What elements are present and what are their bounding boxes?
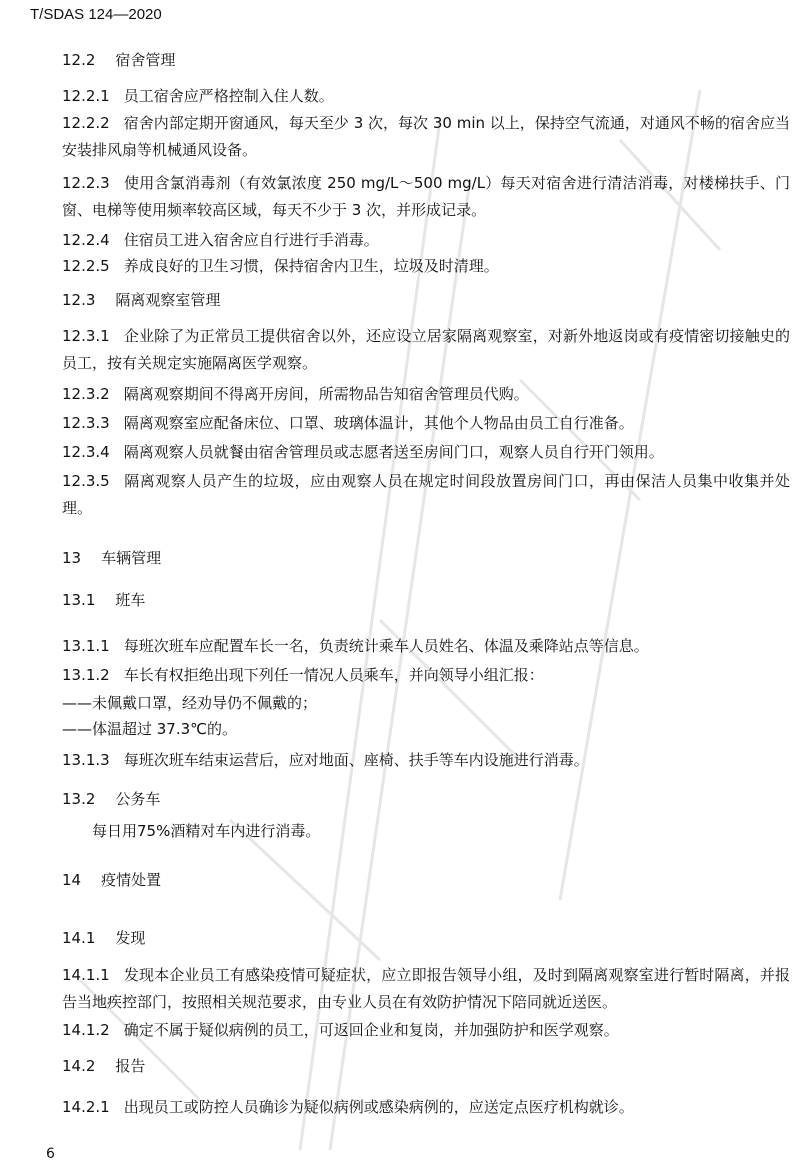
clause-paragraph: [62, 410, 790, 437]
clause-number: 12.2.1: [62, 87, 110, 105]
clause-number: 12.2.5: [62, 257, 110, 275]
clause-text: 住宿员工进入宿舍应自行进行手消毒。: [123, 231, 379, 249]
clause-paragraph: [62, 662, 790, 689]
clause-number: 13.1.2: [62, 666, 110, 684]
clause-number: 12.3.4: [62, 443, 110, 461]
clause-text: 班车: [115, 591, 146, 609]
list-item: [62, 716, 790, 743]
clause-number: 13: [62, 549, 82, 567]
section-heading: [62, 587, 790, 614]
section-heading: [62, 867, 790, 894]
list-item: [62, 690, 790, 717]
page-number: 6: [46, 1146, 55, 1162]
clause-number: 12.2.2: [62, 114, 110, 132]
clause-paragraph: [62, 381, 790, 408]
clause-text: 隔离观察室管理: [115, 291, 221, 309]
clause-text: 宿舍内部定期开窗通风，每天至少 3 次，每次 30 min 以上，保持空气流通，对通风不畅的宿舍应当安装排风扇等机械通风设备。: [62, 114, 790, 159]
clause-text: 公务车: [115, 790, 161, 808]
clause-number: 12.2: [62, 51, 96, 69]
clause-text: 每班次班车应配置车长一名，负责统计乘车人员姓名、体温及乘降站点等信息。: [123, 637, 649, 655]
section-heading: [62, 925, 790, 952]
section-heading: [62, 1053, 790, 1080]
clause-paragraph: [62, 1017, 790, 1044]
clause-paragraph: [62, 439, 790, 466]
clause-text: 使用含氯消毒剂（有效氯浓度 250 mg/L～500 mg/L）每天对宿舍进行清洁消毒，对楼梯扶手、门窗、电梯等使用频率较高区域，每天不少于 3 次，并形成记录。: [62, 174, 790, 219]
clause-text: 每班次班车结束运营后，应对地面、座椅、扶手等车内设施进行消毒。: [123, 751, 589, 769]
clause-number: 13.1.3: [62, 751, 110, 769]
clause-text: ——体温超过 37.3℃的。: [62, 720, 238, 738]
clause-number: 14.2.1: [62, 1098, 110, 1116]
paragraph: [92, 818, 790, 845]
clause-text: 确定不属于疑似病例的员工，可返回企业和复岗，并加强防护和医学观察。: [123, 1021, 619, 1039]
clause-text: 发现: [115, 929, 146, 947]
clause-paragraph: [62, 747, 790, 774]
clause-number: 13.2: [62, 790, 96, 808]
clause-number: 12.3.5: [62, 472, 110, 490]
clause-number: 14.2: [62, 1057, 96, 1075]
clause-number: 13.1: [62, 591, 96, 609]
clause-text: 出现员工或防控人员确诊为疑似病例或感染病例的，应送定点医疗机构就诊。: [123, 1098, 634, 1116]
clause-paragraph: [62, 323, 790, 377]
section-heading: [62, 786, 790, 813]
clause-paragraph: [62, 253, 790, 280]
clause-number: 14.1: [62, 929, 96, 947]
clause-number: 14.1.1: [62, 966, 110, 984]
clause-text: 发现本企业员工有感染疫情可疑症状，应立即报告领导小组，及时到隔离观察室进行暂时隔离，并报告当地疾控部门，按照相关规范要求，由专业人员在有效防护情况下陪同就近送医。: [62, 966, 790, 1011]
clause-text: 企业除了为正常员工提供宿舍以外，还应设立居家隔离观察室，对新外地返岗或有疫情密切接触史的员工，按有关规定实施隔离医学观察。: [62, 327, 790, 372]
clause-number: 14: [62, 871, 82, 889]
clause-text: 疫情处置: [101, 871, 162, 889]
clause-number: 12.3.3: [62, 414, 110, 432]
clause-text: 隔离观察人员产生的垃圾，应由观察人员在规定时间段放置房间门口，再由保洁人员集中收集并处理。: [62, 472, 790, 517]
section-heading: [62, 287, 790, 314]
clause-text: 隔离观察期间不得离开房间，所需物品告知宿舍管理员代购。: [123, 385, 529, 403]
clause-text: 报告: [115, 1057, 146, 1075]
clause-paragraph: [62, 1094, 790, 1121]
clause-paragraph: [62, 83, 790, 110]
clause-text: 每日用75%酒精对车内进行消毒。: [92, 822, 321, 840]
clause-paragraph: [62, 227, 790, 254]
clause-paragraph: [62, 110, 790, 164]
clause-text: ——未佩戴口罩，经劝导仍不佩戴的；: [62, 694, 318, 712]
clause-paragraph: [62, 633, 790, 660]
clause-text: 隔离观察人员就餐由宿舍管理员或志愿者送至房间门口，观察人员自行开门领用。: [123, 443, 664, 461]
clause-number: 13.1.1: [62, 637, 110, 655]
section-heading: [62, 545, 790, 572]
section-heading: [62, 47, 790, 74]
clause-text: 宿舍管理: [115, 51, 176, 69]
clause-text: 员工宿舍应严格控制入住人数。: [123, 87, 334, 105]
clause-number: 14.1.2: [62, 1021, 110, 1039]
clause-text: 车辆管理: [101, 549, 162, 567]
clause-text: 养成良好的卫生习惯，保持宿舍内卫生，垃圾及时清理。: [123, 257, 499, 275]
clause-number: 12.2.4: [62, 231, 110, 249]
clause-paragraph: [62, 170, 790, 224]
clause-number: 12.3.1: [62, 327, 110, 345]
clause-number: 12.3.2: [62, 385, 110, 403]
clause-number: 12.3: [62, 291, 96, 309]
clause-text: 隔离观察室应配备床位、口罩、玻璃体温计，其他个人物品由员工自行准备。: [123, 414, 634, 432]
document-code-header: T/SDAS 124—2020: [30, 6, 162, 23]
clause-paragraph: [62, 962, 790, 1016]
clause-text: 车长有权拒绝出现下列任一情况人员乘车，并向领导小组汇报：: [123, 666, 544, 684]
clause-paragraph: [62, 468, 790, 522]
clause-number: 12.2.3: [62, 174, 110, 192]
